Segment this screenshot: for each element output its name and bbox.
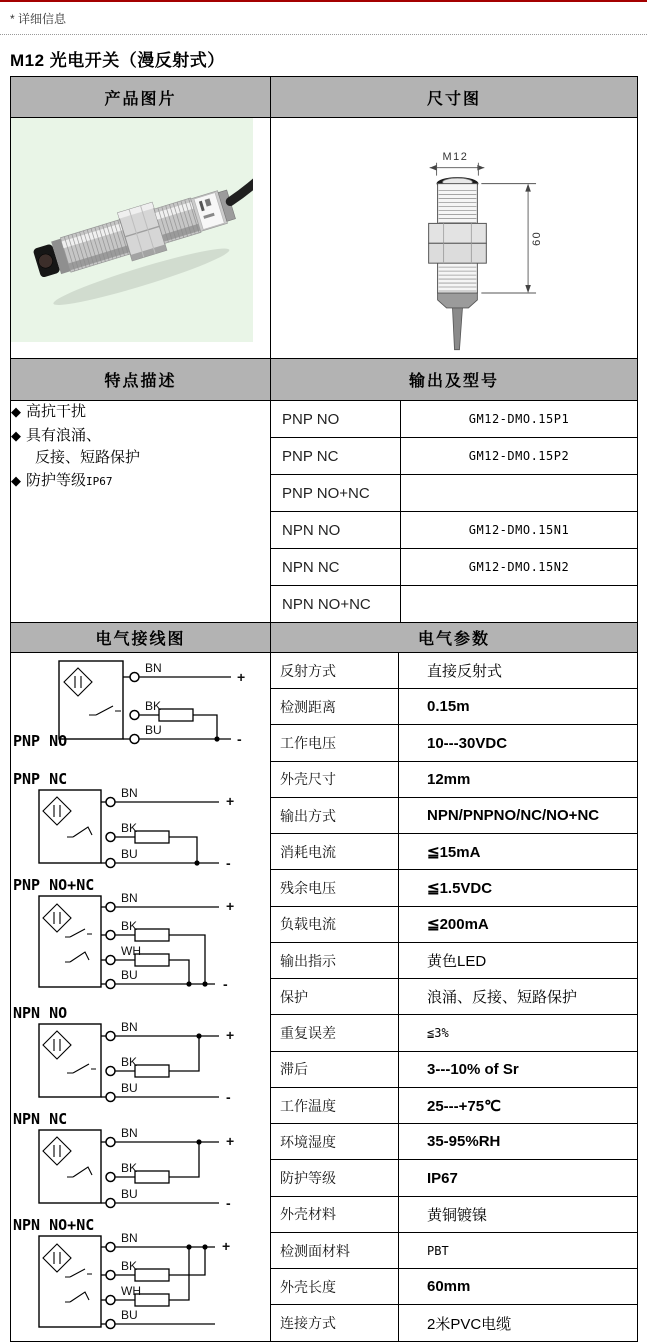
output-type: PNP NO+NC (271, 475, 401, 512)
feature-text: 高抗干扰 (26, 403, 87, 420)
param-name: 滞后 (271, 1051, 399, 1087)
param-name: 检测面材料 (271, 1232, 399, 1268)
wire-label-bk: BK (121, 1259, 138, 1273)
output-model-table (271, 401, 637, 622)
param-value: ≦200mA (399, 906, 638, 942)
header-wiring: 电气接线图 (11, 623, 271, 653)
output-type: PNP NC (271, 438, 401, 475)
param-name: 外壳材料 (271, 1196, 399, 1232)
feature-item (11, 470, 270, 492)
table-row (271, 401, 637, 438)
param-value: 60mm (399, 1269, 638, 1305)
diamond-bullet-icon: ◆ (11, 473, 21, 489)
header-output-model: 输出及型号 (271, 359, 638, 401)
table-row (271, 979, 637, 1015)
table-row (271, 1087, 637, 1123)
table-row (271, 1196, 637, 1232)
table-row (271, 942, 637, 978)
diamond-bullet-icon: ◆ (11, 404, 21, 419)
detail-info-label: * 详细信息 (0, 2, 647, 35)
parameters-table (271, 653, 637, 1341)
diagram-label: PNP NO (13, 732, 68, 750)
plus-sign: + (226, 793, 235, 809)
param-value: 直接反射式 (399, 653, 638, 689)
output-type: NPN NO+NC (271, 586, 401, 623)
table-row (271, 512, 637, 549)
header-dimension: 尺寸图 (271, 77, 638, 118)
table-row (271, 1124, 637, 1160)
wiring-diagram-npn-no-nc (11, 1217, 269, 1341)
plus-sign: + (226, 1133, 235, 1149)
wiring-diagram-npn-no (11, 1005, 269, 1111)
param-value: 黄色LED (399, 942, 638, 978)
param-name: 工作温度 (271, 1087, 399, 1123)
wire-label-bk: BK (145, 699, 162, 713)
table-row (271, 870, 637, 906)
table-row (271, 689, 637, 725)
model-number: GM12-DMO.15N2 (401, 549, 638, 586)
output-model-cell (271, 401, 638, 623)
param-name: 外壳尺寸 (271, 761, 399, 797)
param-name: 负载电流 (271, 906, 399, 942)
model-number: GM12-DMO.15P2 (401, 438, 638, 475)
table-row (271, 1015, 637, 1051)
param-value: 0.15m (399, 689, 638, 725)
wire-label-bu: BU (121, 968, 138, 982)
wiring-diagram-pnp-nc (11, 771, 269, 877)
wire-label-bk: BK (121, 919, 138, 933)
feature-text: 防护等级 (26, 472, 87, 490)
table-row (271, 475, 637, 512)
plus-sign: + (222, 1238, 231, 1254)
diagram-label: PNP NO+NC (13, 877, 95, 894)
feature-item (11, 401, 270, 423)
wire-label-bk: BK (121, 821, 138, 835)
table-row (271, 653, 637, 689)
param-name: 工作电压 (271, 725, 399, 761)
table-row (271, 834, 637, 870)
wire-label-bn: BN (121, 1231, 138, 1245)
features-cell (11, 401, 271, 623)
product-photo (11, 118, 253, 342)
param-name: 消耗电流 (271, 834, 399, 870)
table-row (271, 761, 637, 797)
dimension-drawing (271, 118, 637, 357)
feature-text-continued: 反接、短路保护 (35, 448, 141, 466)
wiring-diagram-pnp-no-nc (11, 877, 269, 1005)
minus-sign: - (223, 976, 228, 992)
wiring-diagram-pnp-no (11, 653, 269, 771)
param-value: 黄铜镀镍 (399, 1196, 638, 1232)
param-value: 3---10% of Sr (399, 1051, 638, 1087)
param-name: 反射方式 (271, 653, 399, 689)
diagram-label: PNP NC (13, 771, 68, 788)
model-number (401, 586, 638, 623)
output-type: PNP NO (271, 401, 401, 438)
wire-label-wh: WH (121, 944, 141, 958)
param-value: 12mm (399, 761, 638, 797)
param-name: 外壳长度 (271, 1269, 399, 1305)
param-value: 浪涌、反接、短路保护 (399, 979, 638, 1015)
output-type: NPN NC (271, 549, 401, 586)
wiring-diagram-npn-nc (11, 1111, 269, 1217)
param-name: 输出方式 (271, 797, 399, 833)
wire-label-bk: BK (121, 1161, 138, 1175)
model-number: GM12-DMO.15P1 (401, 401, 638, 438)
model-number (401, 475, 638, 512)
table-row (271, 1232, 637, 1268)
wire-label-bu: BU (121, 1081, 138, 1095)
table-row (271, 1051, 637, 1087)
minus-sign: - (226, 1195, 231, 1211)
plus-sign: + (237, 669, 246, 685)
model-number: GM12-DMO.15N1 (401, 512, 638, 549)
table-row (271, 797, 637, 833)
header-electrical: 电气参数 (271, 623, 638, 653)
wire-label-bu: BU (121, 1187, 138, 1201)
param-value: 25---+75℃ (399, 1087, 638, 1123)
plus-sign: + (226, 1027, 235, 1043)
table-row (271, 906, 637, 942)
feature-text: 具有浪涌、 (26, 426, 102, 444)
thread-size-label: M12 (442, 150, 469, 163)
wire-label-bn: BN (145, 661, 162, 675)
header-features: 特点描述 (11, 359, 271, 401)
diagram-label: NPN NO+NC (13, 1217, 95, 1234)
param-value: ≦3% (399, 1015, 638, 1051)
wire-label-bu: BU (121, 1308, 138, 1322)
length-dimension-label: 60 (531, 230, 544, 246)
param-name: 残余电压 (271, 870, 399, 906)
wire-label-bn: BN (121, 1020, 138, 1034)
table-row (271, 1160, 637, 1196)
table-row (271, 549, 637, 586)
param-name: 重复误差 (271, 1015, 399, 1051)
wiring-diagrams-cell (11, 653, 271, 1342)
param-value: NPN/PNPNO/NC/NO+NC (399, 797, 638, 833)
minus-sign: - (237, 731, 242, 747)
feature-text-suffix: IP67 (86, 475, 113, 489)
param-value: 2米PVC电缆 (427, 1315, 512, 1333)
param-value: ≦15mA (399, 834, 638, 870)
header-product-image: 产品图片 (11, 77, 271, 118)
wire-label-bn: BN (121, 891, 138, 905)
table-row (271, 1269, 637, 1305)
diagram-label: NPN NO (13, 1005, 68, 1022)
param-name: 保护 (271, 979, 399, 1015)
page-title: M12 光电开关（漫反射式） (10, 51, 225, 70)
output-type: NPN NO (271, 512, 401, 549)
table-row (271, 586, 637, 623)
wire-label-bu: BU (121, 847, 138, 861)
diagram-label: NPN NC (13, 1111, 68, 1128)
spec-table (10, 76, 638, 1342)
wire-label-bu: BU (145, 723, 162, 737)
param-name: 输出指示 (271, 942, 399, 978)
param-name: 环境湿度 (271, 1124, 399, 1160)
dimension-drawing-cell (271, 118, 638, 359)
param-name: 检测距离 (271, 689, 399, 725)
minus-sign: - (226, 1089, 231, 1105)
table-row (271, 725, 637, 761)
product-photo-cell (11, 118, 271, 359)
table-row (271, 438, 637, 475)
param-value: ≦1.5VDC (399, 870, 638, 906)
parameters-cell (271, 653, 638, 1342)
wire-label-bk: BK (121, 1055, 138, 1069)
param-value: 10---30VDC (399, 725, 638, 761)
wire-label-wh: WH (121, 1284, 141, 1298)
feature-item (11, 425, 270, 469)
minus-sign: - (226, 855, 231, 871)
wire-label-bn: BN (121, 1126, 138, 1140)
param-value: PBT (399, 1232, 638, 1268)
param-value: IP67 (399, 1160, 638, 1196)
param-name: 连接方式 (271, 1305, 399, 1341)
param-value: 35-95%RH (399, 1124, 638, 1160)
wire-label-bn: BN (121, 786, 138, 800)
diamond-bullet-icon: ◆ (11, 427, 21, 443)
plus-sign: + (226, 898, 235, 914)
param-name: 防护等级 (271, 1160, 399, 1196)
